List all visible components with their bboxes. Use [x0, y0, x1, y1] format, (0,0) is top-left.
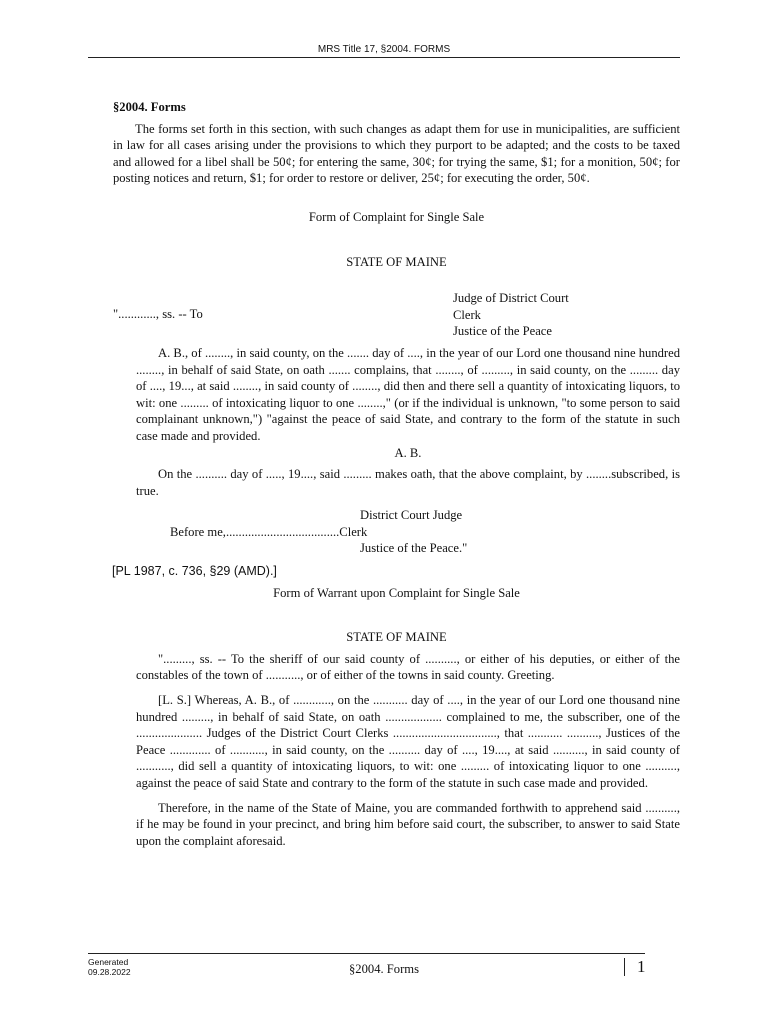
intro-paragraph: The forms set forth in this section, with such changes as adapt them for use in municipalities, are sufficient in law for all cases arising under the provisions to which they purport to be adapted; and the costs to be taxed and allowed for a libel shall be 50¢; for entering the same, 30¢; for trying the same, $1; for a monition, 50¢; for posting notices and return, $1; for order to restore or deliver, 25¢; for executing the order, 50¢.	[113, 121, 680, 186]
warrant-form-title: Form of Warrant upon Complaint for Single Sale	[273, 585, 520, 600]
complaint-signature: A. B.	[394, 445, 422, 460]
footer-divider	[88, 953, 645, 954]
warrant-whereas: [L. S.] Whereas, A. B., of ............, on the ........... day of ...., in the year of our Lord one thousand nine hundred ........., in behalf of said State, on oath .................. complained to me, the subscriber, one of the ..................... Judges of the District Court Clerks ................................., that ........... .........., Justices of the Peace ............. of ..........., in said county, on the .......... day of ...., 19...., at said .........., in said county of ..........., did sell a quantity of intoxicating liquors, to wit: one ......... of intoxicating liquor to one .........., against the peace of said State and contrary to the form of the statute in such case made and provided.	[136, 693, 680, 790]
footer-generated-date: 09.28.2022	[88, 967, 131, 977]
footer-generated-label: Generated	[88, 957, 129, 967]
complaint-form-title: Form of Complaint for Single Sale	[308, 209, 485, 224]
addressee-judge: Judge of District Court	[453, 291, 569, 306]
official-justice: Justice of the Peace."	[360, 541, 468, 556]
page-number: 1	[624, 958, 646, 976]
footer-generated	[88, 957, 131, 977]
warrant-therefore: Therefore, in the name of the State of Maine, you are commanded forthwith to apprehend said .........., if he may be found in your precinct, and bring him before said court, the subscriber, to answer to said State upon the complaint aforesaid.	[136, 800, 680, 848]
section-heading: §2004. Forms	[113, 100, 186, 114]
before-me-line: Before me,....................................Clerk	[170, 524, 368, 539]
complaint-oath: On the .......... day of ....., 19...., said ......... makes oath, that the above complaint, by ........subscribed, is true.	[136, 467, 680, 498]
addressee-justice: Justice of the Peace	[453, 324, 552, 339]
addressee-clerk: Clerk	[453, 307, 481, 322]
warrant-address: "........., ss. -- To the sheriff of our said county of .........., or either of his deputies, or either of the constables of the town of ..........., or of either of the towns in said county. Greeting.	[136, 651, 680, 683]
official-district-judge: District Court Judge	[360, 508, 463, 523]
history-note: [PL 1987, c. 736, §29 (AMD).]	[112, 564, 277, 579]
complaint-addressees	[453, 290, 569, 340]
complaint-state-heading: STATE OF MAINE	[346, 254, 447, 269]
complaint-address-block	[113, 290, 680, 340]
footer-section-title: §2004. Forms	[349, 962, 419, 976]
warrant-state-heading: STATE OF MAINE	[346, 630, 447, 645]
complaint-body: A. B., of ........, in said county, on the ....... day of ...., in the year of our Lord one thousand nine hundred ........, in behalf of said State, on oath ....... complains, that ........, of ........., in said county, on the ......... day of ...., 19..., at said ........, in said county of ........, did then and there sell a quantity of intoxicating liquors, to wit: one ......... of intoxicating liquor to one ........," (or if the individual is unknown, "to some person to said complainant unknown,") "against the peace of said State, and contrary to the form of the statute in such case made and provided.	[136, 345, 680, 443]
document-body	[113, 99, 680, 849]
running-header: MRS Title 17, §2004. FORMS	[88, 44, 680, 58]
complaint-address-left: "............, ss. -- To	[113, 307, 203, 322]
officials-block	[113, 507, 680, 557]
